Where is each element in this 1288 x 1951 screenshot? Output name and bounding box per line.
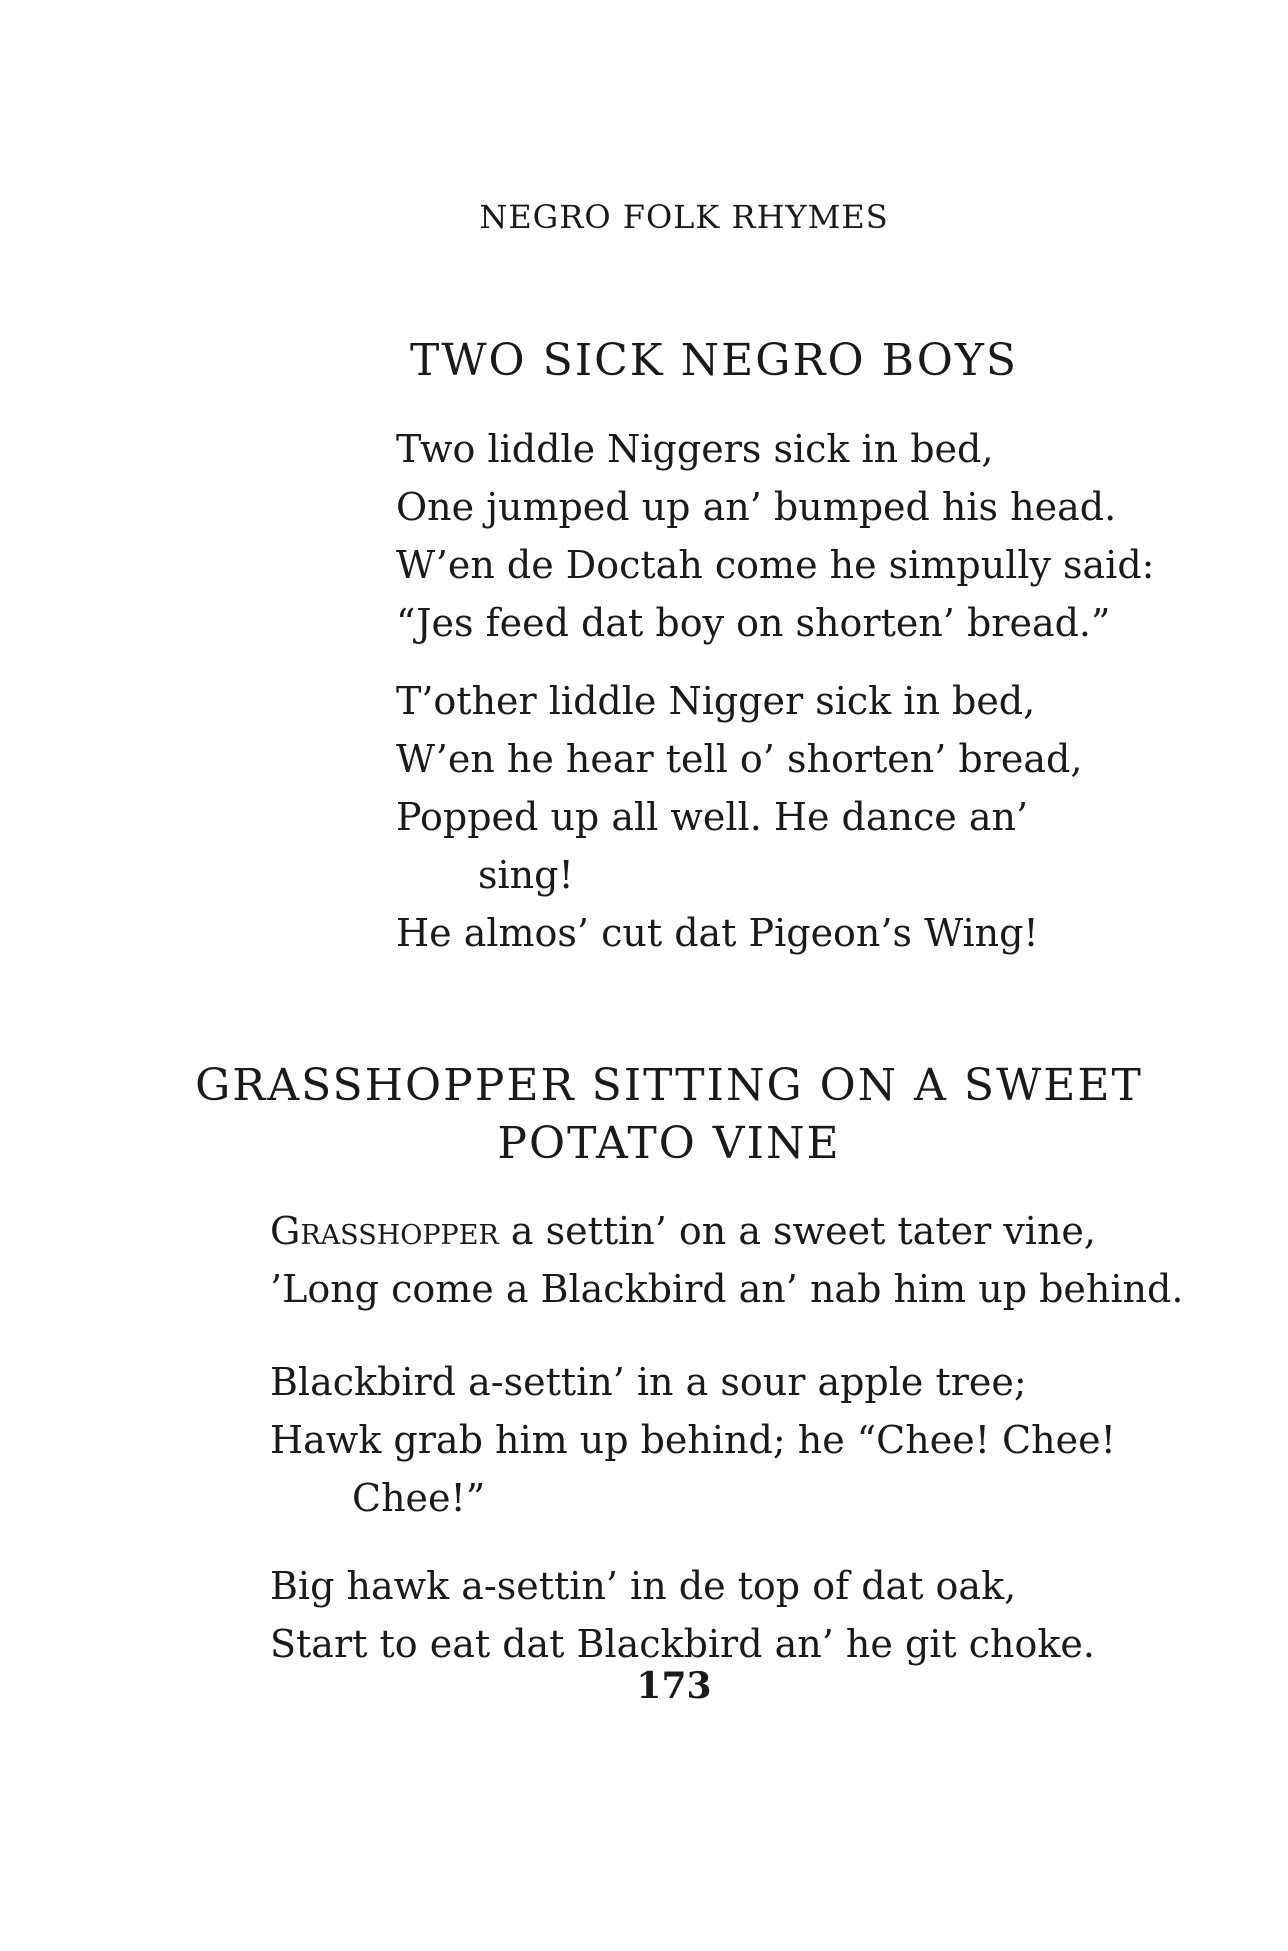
poem2-stanza-3 [270,1557,1095,1673]
verse-line: One jumped up an’ bumped his head. [396,485,1117,529]
verse-line: He almos’ cut dat Pigeon’s Wing! [396,911,1039,955]
poem2-stanza-1 [270,1202,1183,1318]
poem1-stanza-2 [396,672,1082,962]
verse-line: Blackbird a-settin’ in a sour apple tree; [270,1360,1027,1404]
verse-line: W’en he hear tell o’ shorten’ bread, [396,737,1083,781]
verse-line-rest: a settin’ on a sweet tater vine, [498,1209,1097,1253]
verse-line: T’other liddle Nigger sick in bed, [396,679,1036,723]
verse-line: Big hawk a-settin’ in de top of dat oak, [270,1564,1017,1608]
verse-line-turnover: Chee!” [352,1476,486,1520]
poem2-stanza-2 [270,1353,1116,1527]
poem1-stanza-1 [396,420,1154,652]
verse-line [270,1202,1183,1260]
verse-line: ’Long come a Blackbird an’ nab him up behind. [270,1267,1184,1311]
poem-title-two-sick-negro-boys: TWO SICK NEGRO BOYS [409,335,1019,386]
verse-line: Popped up all well. He dance an’ [396,795,1029,839]
verse-line: Hawk grab him up behind; he “Chee! Chee! [270,1418,1116,1462]
verse-line: W’en de Doctah come he simpully said: [396,543,1155,587]
poem-title-grasshopper [0,1057,1288,1173]
verse-line: Start to eat dat Blackbird an’ he git choke. [270,1622,1095,1666]
poem-title-line-1: GRASSHOPPER SITTING ON A SWEET [195,1060,1143,1111]
opening-word-small-caps: Grasshopper [270,1209,499,1253]
running-head: NEGRO FOLK RHYMES [479,198,889,236]
verse-line: Two liddle Niggers sick in bed, [396,427,994,471]
poem-title-line-2: POTATO VINE [497,1118,841,1169]
page-number: 173 [636,1665,712,1707]
verse-line: “Jes feed dat boy on shorten’ bread.” [396,601,1111,645]
verse-line-turnover: sing! [478,853,574,897]
